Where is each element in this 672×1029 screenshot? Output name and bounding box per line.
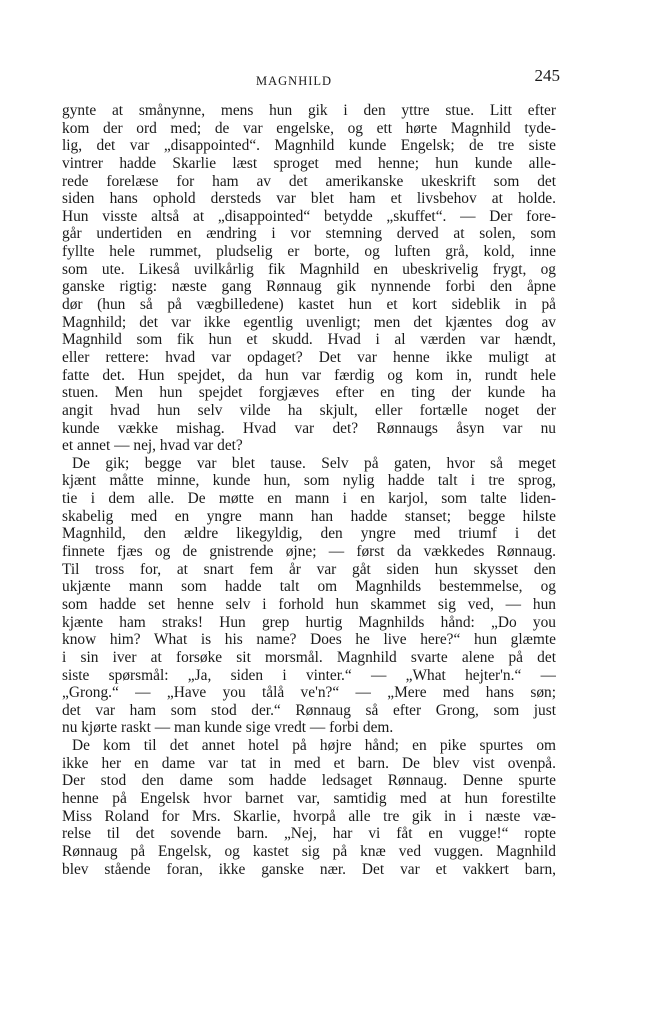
text-line: relse til det sovende barn. „Nej, har vi fåt en vugge!“ ropte [62,825,556,843]
text-line: fyllte hele rummet, pludselig er borte, og luften grå, kold, inne [62,243,556,261]
text-line: Miss Roland for Mrs. Skarlie, hvorpå alle tre gik in i næste væ- [62,807,556,825]
text-line: ganske rigtig: næste gang Rønnaug gik nynnende forbi den åpne [62,278,556,296]
text-line: vintrer hadde Skarlie læst sproget med henne; hun kunde alle- [62,154,556,172]
text-line: som hadde set henne selv i forhold hun skammet sig ved, — hun [62,595,556,613]
text-line: kunde vække mishag. Hvad var det? Rønnaugs åsyn var nu [62,419,556,437]
text-line: kom der ord med; de var engelske, og ett hørte Magnhild tyde- [62,119,556,137]
text-line: know him? What is his name? Does he live here?“ hun glæmte [62,631,556,649]
page-header [60,64,560,88]
text-line: „Grong.“ — „Have you tålå ve'n?“ — „Mere med hans søn; [62,684,556,702]
text-line: stuen. Men hun spejdet forgjæves efter en ting der kunde ha [62,384,556,402]
text-line: kjænte ham straks! Hun grep hurtig Magnhilds hånd: „Do you [62,613,556,631]
text-line: Magnhild, den ældre likegyldig, den yngre med triumf i det [62,525,556,543]
text-line: Til tross for, at snart fem år var gåt siden hun skysset den [62,560,556,578]
text-line: skabelig med en yngre mann han hadde stanset; begge hilste [62,507,556,525]
text-line: Hun visste altså at „disappointed“ betydde „skuffet“. — Der fore- [62,207,556,225]
text-line: De gik; begge var blet tause. Selv på gaten, hvor så meget [72,454,556,472]
text-line: dør (hun så på vægbilledene) kastet hun et kort sideblik in på [62,296,556,314]
text-line: Magnhild som fik hun et skudd. Hvad i al værden var hændt, [62,331,556,349]
running-title: MAGNHILD [256,74,333,88]
text-line: Rønnaug på Engelsk, og kastet sig på knæ ved vuggen. Magnhild [62,842,556,860]
text-line: siste spørsmål: „Ja, siden i vinter.“ — „What hejter'n.“ — [62,666,556,684]
text-line: i sin iver at forsøke sit morsmål. Magnhild svarte alene på det [62,648,556,666]
text-line: et annet — nej, hvad var det? [62,437,243,455]
text-line: angit hvad hun selv vilde ha skjult, eller fortælle noget der [62,401,556,419]
text-line: henne på Engelsk hvor barnet var, samtidig med at hun forestilte [62,789,556,807]
text-line: nu kjørte raskt — man kunde sige vredt — forbi dem. [62,719,394,737]
text-line: som ute. Likeså uvilkårlig fik Magnhild en ubeskrivelig frygt, og [62,260,556,278]
text-line: De kom til det annet hotel på højre hånd; en pike spurtes om [72,737,556,755]
text-line: lig, det var „disappointed“. Magnhild kunde Engelsk; de tre siste [62,137,556,155]
text-line: eller rettere: hvad var opdaget? Det var henne ikke muligt at [62,348,556,366]
text-line: går undertiden en ændring i vor stemning derved at solen, som [62,225,556,243]
text-line: siden hans ophold dersteds var blet ham et livsbehov at holde. [62,190,556,208]
page-number: 245 [534,66,560,85]
text-line: det var ham som stod der.“ Rønnaug så efter Grong, som just [62,701,556,719]
text-line: tie i dem alle. De møtte en mann i en karjol, som talte liden- [62,490,556,508]
text-line: fatte det. Hun spejdet, da hun var færdig og kom in, rundt hele [62,366,556,384]
text-line: finnete fjæs og de gnistrende øjne; — først da vækkedes Rønnaug. [62,543,556,561]
text-line: blev stående foran, ikke ganske nær. Det var et vakkert barn, [62,860,556,878]
text-line: kjænt måtte minne, kunde hun, som nylig hadde talt i tre sprog, [62,472,556,490]
text-line: gynte at smånynne, mens hun gik i den yttre stue. Litt efter [62,102,556,119]
text-line: Magnhild; det var ikke egentlig uvenligt; men det kjæntes dog av [62,313,556,331]
body-text [62,102,556,878]
text-line: ikke her en dame var tat in med et barn. De blev vist ovenpå. [62,754,556,772]
text-line: rede forelæse for ham av det amerikanske ukeskrift som det [62,172,556,190]
text-line: Der stod den dame som hadde ledsaget Rønnaug. Denne spurte [62,772,556,790]
text-line: ukjænte mann som hadde talt om Magnhilds bestemmelse, og [62,578,556,596]
